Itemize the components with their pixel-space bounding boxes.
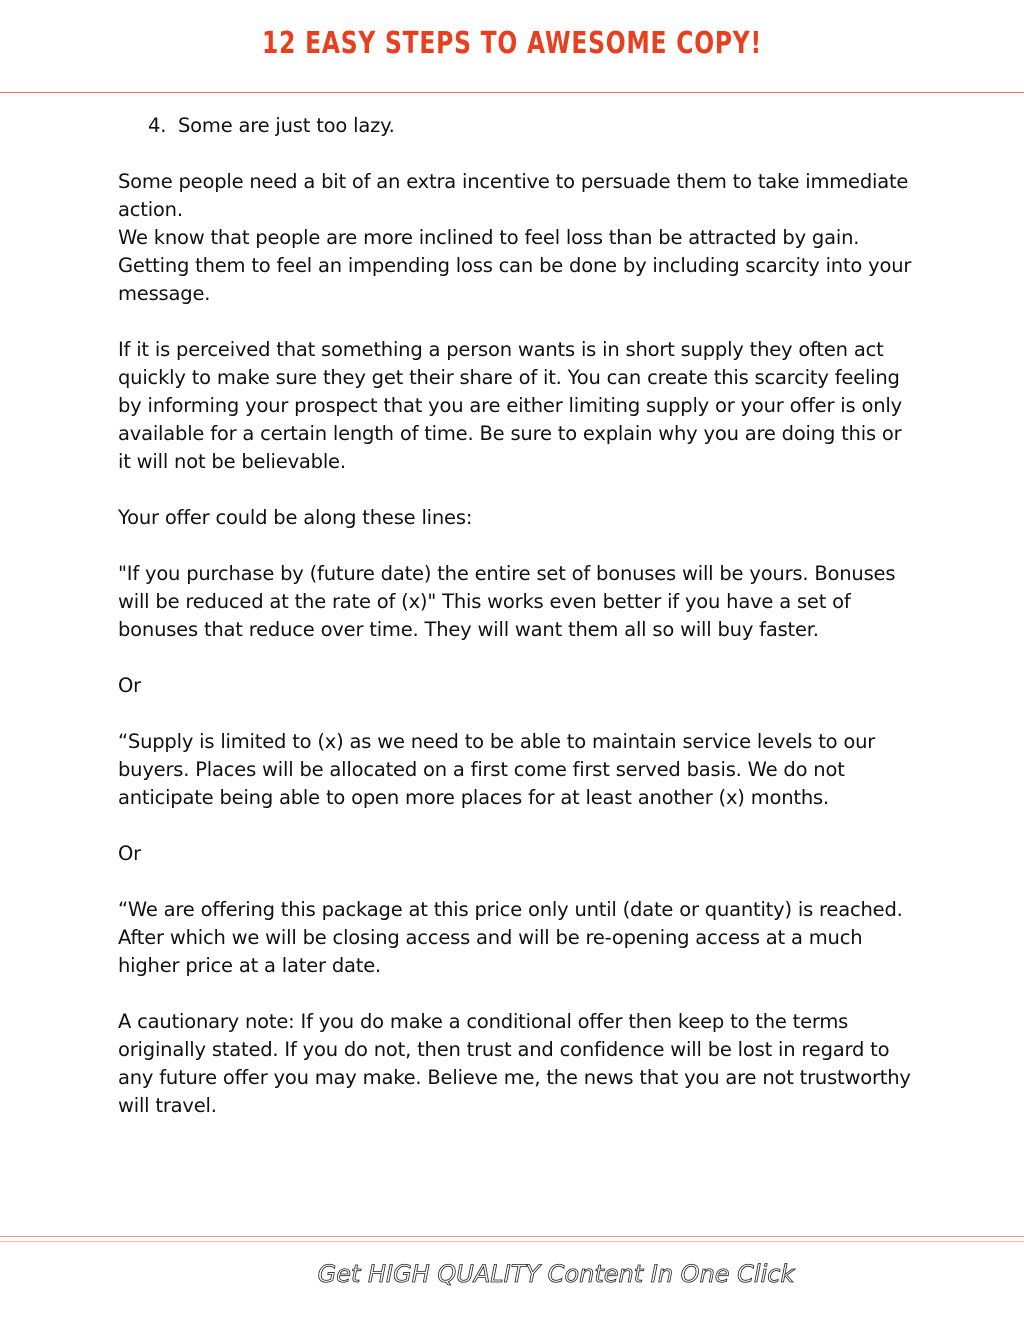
list-item-text: Some are just too lazy. [178, 114, 395, 137]
page-title: 12 EASY STEPS TO AWESOME COPY! [262, 26, 762, 61]
paragraph-supply-example: “Supply is limited to (x) as we need to be able to maintain service levels to our buyers. Places will be allocated on a first come first served basis. We do not anticipate being able to open more places for at least another (x) months. [118, 730, 876, 809]
list-item [118, 112, 918, 140]
paragraph-scarcity: If it is perceived that something a person wants is in short supply they often act quickly to make sure they get their share of it. You can create this scarcity feeling by informing your prospect that you are either limiting supply or your offer is only available for a certain length of time. Be sure to explain why you are doing this or it will not be believable. [118, 338, 902, 473]
header-divider [0, 92, 1024, 93]
paragraph-or-1: Or [118, 674, 141, 697]
paragraph-offer-intro: Your offer could be along these lines: [118, 506, 473, 529]
paragraph-bonus-example: "If you purchase by (future date) the entire set of bonuses will be yours. Bonuses will be reduced at the rate of (x)" This works even better if you have a set of bonuses that reduce over time. They will want them all so will buy faster. [118, 562, 896, 641]
paragraph-price-example: “We are offering this package at this price only until (date or quantity) is reached. After which we will be closing access and will be re-opening access at a much higher price at a later date. [118, 898, 903, 977]
paragraph-or-2: Or [118, 842, 141, 865]
document-body [118, 112, 918, 1148]
footer-tagline: Get HIGH QUALITY Content In One Click [317, 1260, 795, 1288]
footer-divider-bottom [0, 1241, 1024, 1242]
footer-divider-top [0, 1236, 1024, 1237]
list-item-number: 4. [148, 114, 167, 137]
paragraph-loss: We know that people are more inclined to feel loss than be attracted by gain. Getting them to feel an impending loss can be done by including scarcity into your message. [118, 226, 912, 305]
paragraph-cautionary-note: A cautionary note: If you do make a conditional offer then keep to the terms originally stated. If you do not, then trust and confidence will be lost in regard to any future offer you may make. Believe me, the news that you are not trustworthy will travel. [118, 1010, 911, 1117]
paragraph-incentive: Some people need a bit of an extra incentive to persuade them to take immediate action. [118, 170, 909, 221]
